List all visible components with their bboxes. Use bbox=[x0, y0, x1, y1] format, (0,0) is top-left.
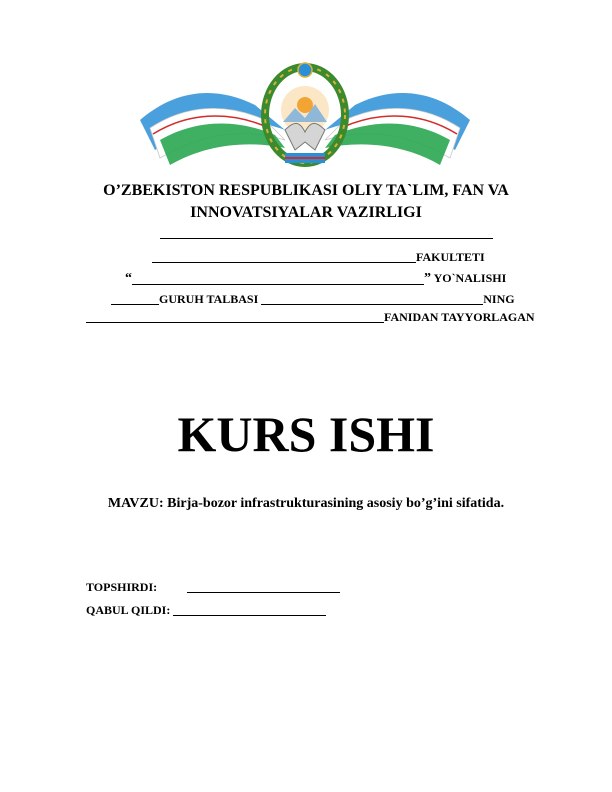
blank-line bbox=[160, 238, 493, 239]
ministry-heading bbox=[0, 180, 612, 224]
subject-line bbox=[86, 310, 535, 325]
open-quote: “ bbox=[125, 271, 132, 286]
group-line bbox=[111, 292, 515, 307]
faculty-label: FAKULTETI bbox=[416, 250, 485, 264]
direction-line bbox=[125, 271, 506, 287]
subject-label: FANIDAN TAYYORLAGAN bbox=[384, 310, 535, 324]
subject-blank bbox=[86, 321, 384, 323]
document-title: KURS ISHI bbox=[177, 406, 435, 462]
student-name-blank bbox=[261, 303, 483, 305]
faculty-line bbox=[152, 250, 485, 265]
direction-blank bbox=[132, 283, 424, 285]
group-label: GURUH TALBASI bbox=[159, 292, 259, 306]
accepted-line bbox=[86, 603, 326, 618]
uzbekistan-state-emblem-icon bbox=[135, 60, 475, 170]
faculty-blank bbox=[152, 261, 416, 263]
group-number-blank bbox=[111, 303, 159, 305]
accepted-label: QABUL QILDI: bbox=[86, 603, 171, 617]
submitted-blank bbox=[187, 591, 340, 593]
accepted-blank bbox=[173, 614, 326, 616]
ministry-line-2: INNOVATSIYALAR VAZIRLIGI bbox=[190, 204, 422, 221]
topic-line: MAVZU: Birja-bozor infrastrukturasining asosiy bo’g’ini sifatida. bbox=[107, 496, 505, 511]
submitted-line bbox=[86, 580, 340, 595]
submitted-label: TOPSHIRDI: bbox=[86, 580, 158, 594]
ministry-line-1: O’ZBEKISTON RESPUBLIKASI OLIY TA`LIM, FAN VA bbox=[103, 182, 509, 199]
direction-label: YO`NALISHI bbox=[433, 271, 507, 285]
ning-label: NING bbox=[483, 292, 515, 306]
close-quote: ” bbox=[424, 271, 431, 286]
